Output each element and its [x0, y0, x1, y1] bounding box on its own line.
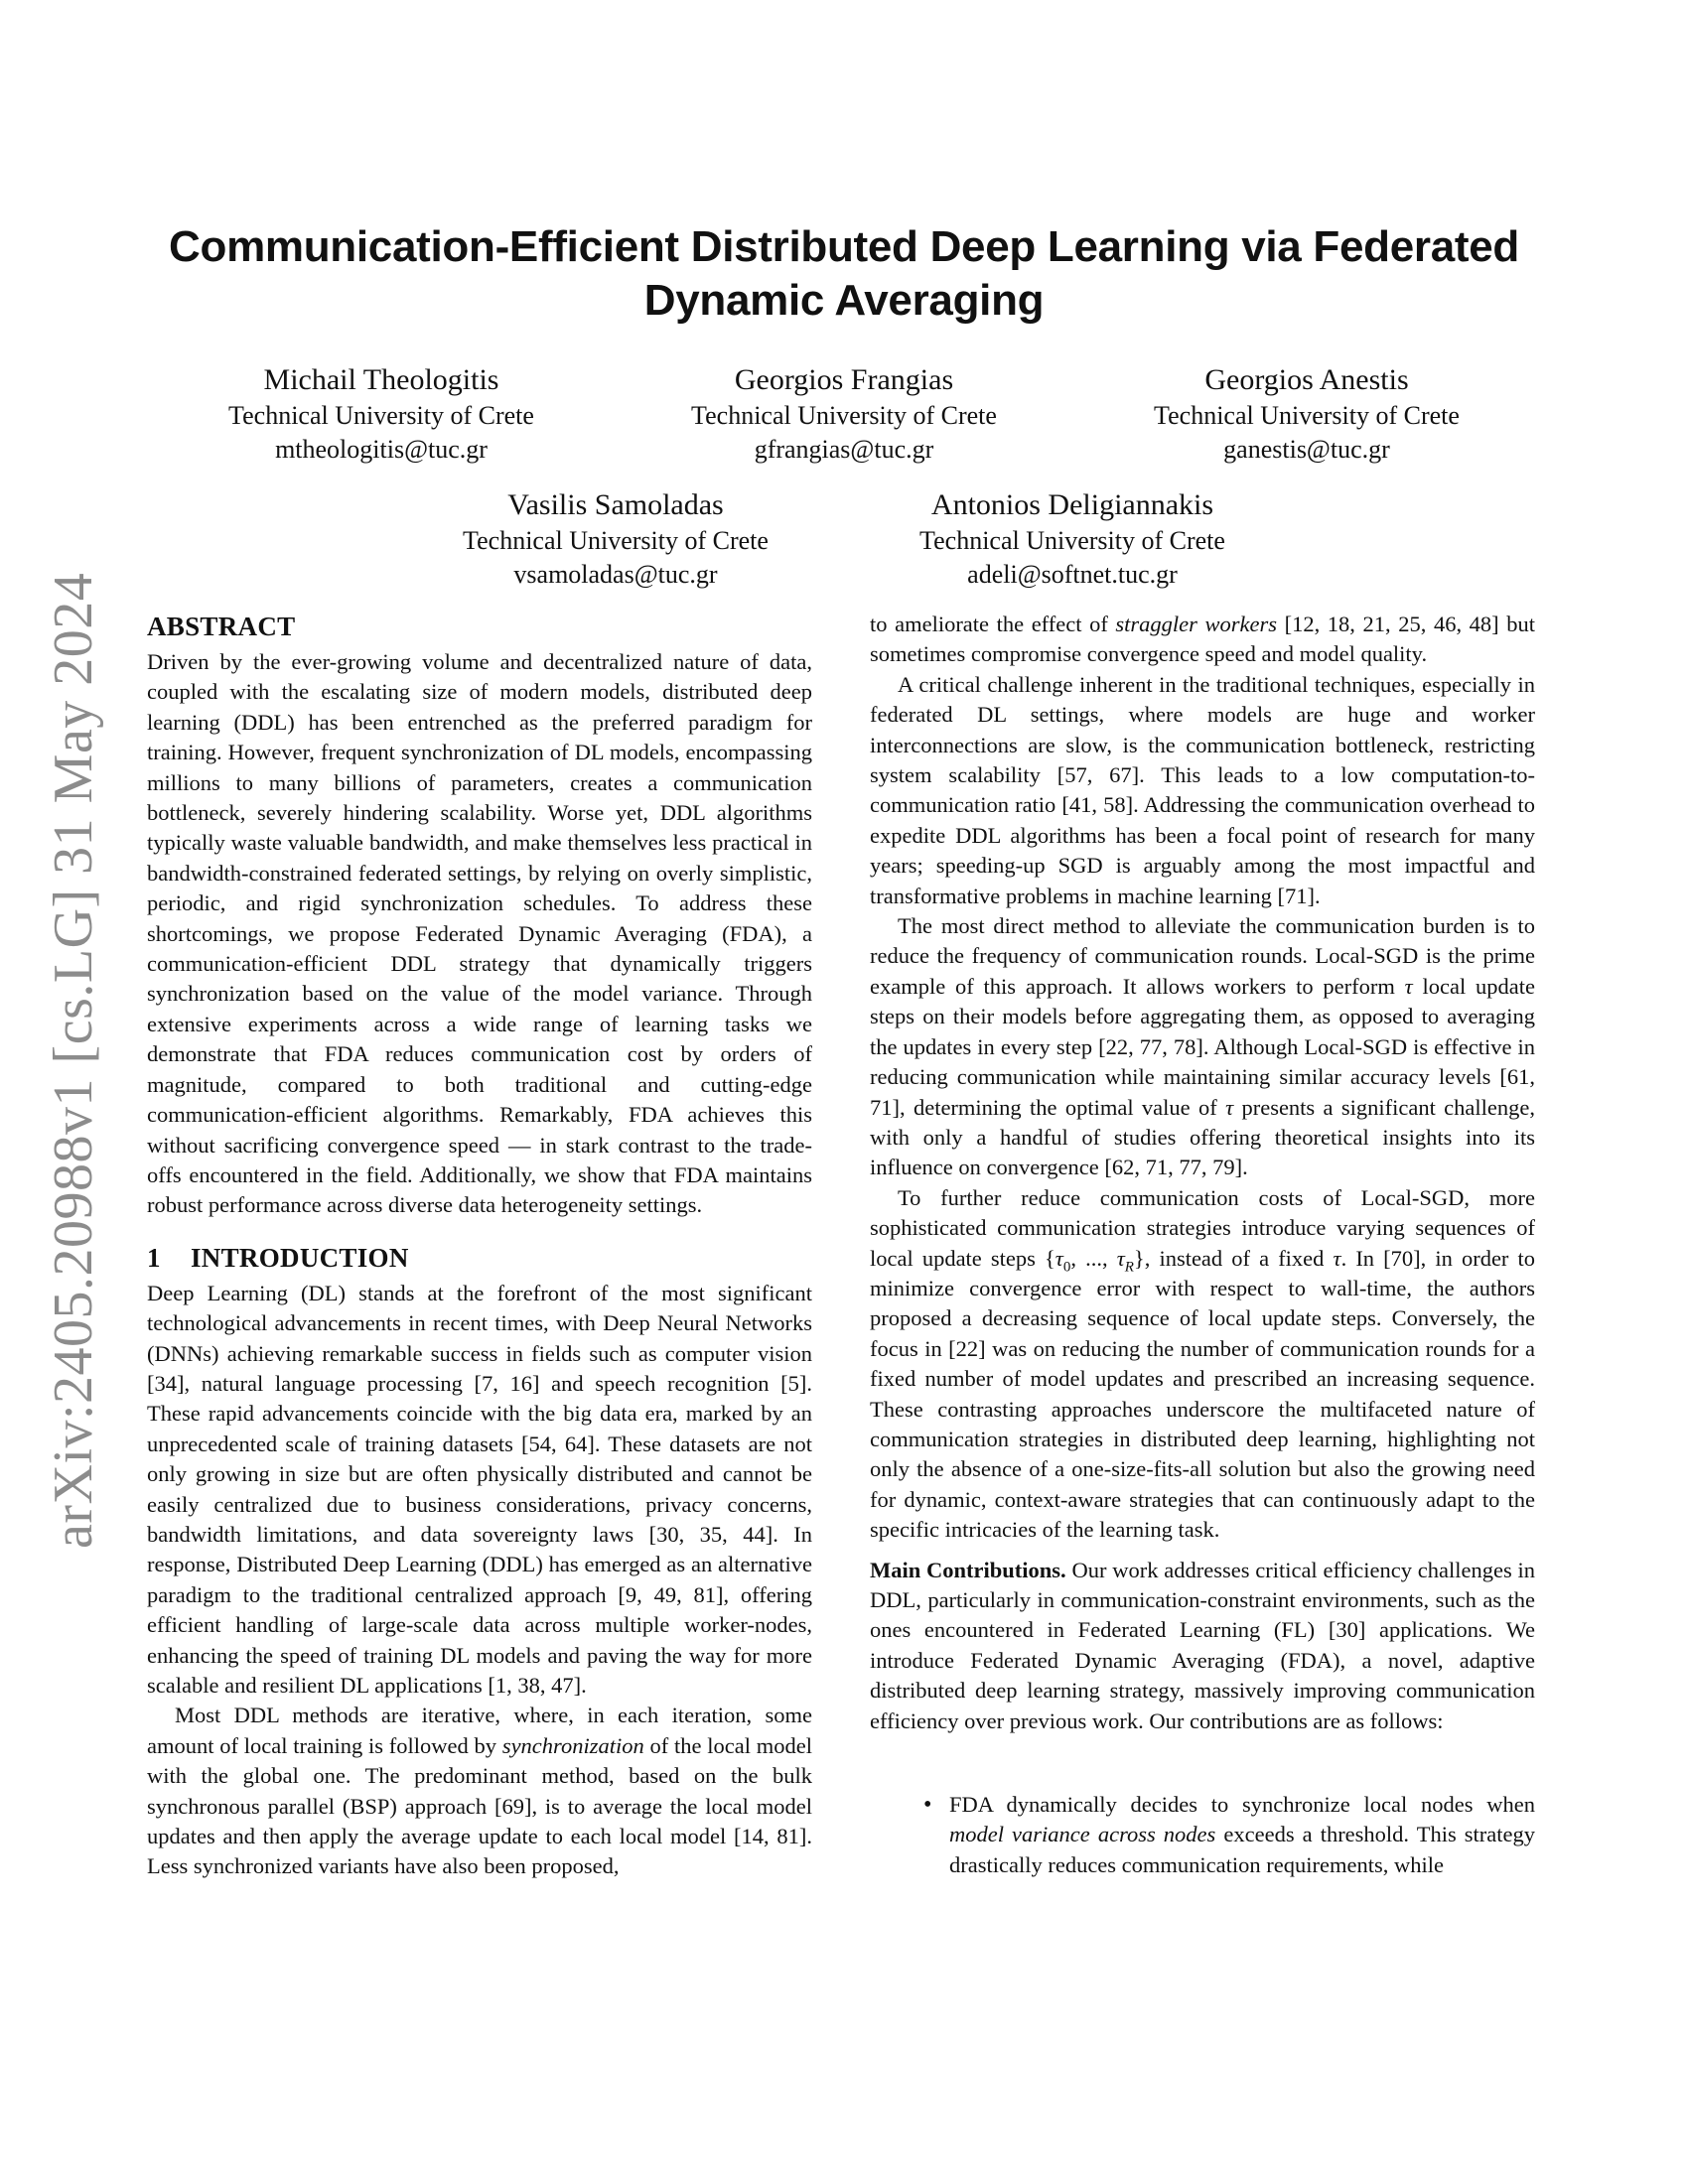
authors-row-2 — [149, 486, 1539, 592]
author-email: mtheologitis@tuc.gr — [275, 435, 488, 464]
math-subscript: 0 — [1062, 1259, 1071, 1276]
emphasis-text: model variance across nodes — [949, 1822, 1216, 1847]
intro-paragraph-5 — [870, 1183, 1535, 1546]
author-name: Georgios Frangias — [734, 363, 954, 396]
paper-title: Communication-Efficient Distributed Deep Learning via Federated Dynamic Averaging — [169, 222, 1519, 325]
text-run: The most direct method to alleviate the communication burden is to reduce the frequency of communication rounds. Local-SGD is the prime example of this approach. It allows workers to perform — [870, 913, 1535, 999]
math-symbol: τ — [1055, 1245, 1063, 1271]
math-symbol: τ — [1333, 1245, 1341, 1271]
contributions-list — [870, 1790, 1535, 1880]
section-gap — [147, 1221, 812, 1241]
author-email: adeli@softnet.tuc.gr — [967, 560, 1178, 589]
intro-paragraph-4 — [870, 911, 1535, 1183]
author-block — [1075, 361, 1538, 467]
math-symbol: τ — [1116, 1245, 1125, 1271]
intro-paragraph-2-continued — [870, 610, 1535, 670]
text-run: exceeds a threshold. This strategy drastically reduces communication requirements, while — [949, 1822, 1535, 1877]
author-affiliation: Technical University of Crete — [919, 526, 1225, 555]
intro-paragraph-3: A critical challenge inherent in the traditional techniques, especially in federated DL settings, where models are huge and worker interconnections are slow, is the communication bottleneck, restricting system scalability [57, 67]. This leads to a low computation-to-communication ratio [41, 58]. Addressing the communication overhead to expedite DDL algorithms has been a focal point of research for many years; speeding-up SGD is arguably among the most impactful and transformative problems in machine learning [71]. — [870, 671, 1535, 908]
text-run: Most DDL methods are iterative, where, in each iteration, some amount of local training is followed by — [147, 1703, 812, 1758]
author-email: ganestis@tuc.gr — [1223, 435, 1390, 464]
run-in-heading: Main Contributions. — [870, 1557, 1066, 1582]
emphasis-text: straggler workers — [1115, 612, 1278, 636]
author-name: Vasilis Samoladas — [507, 488, 724, 521]
author-email: vsamoladas@tuc.gr — [513, 560, 718, 589]
list-item — [949, 1790, 1535, 1880]
author-affiliation: Technical University of Crete — [1154, 401, 1460, 430]
emphasis-text: synchronization — [501, 1732, 644, 1758]
right-column — [870, 610, 1535, 1880]
abstract-heading: ABSTRACT — [147, 612, 296, 641]
section-title: INTRODUCTION — [191, 1242, 409, 1273]
author-affiliation: Technical University of Crete — [691, 401, 997, 430]
left-column — [147, 610, 812, 1882]
arxiv-identifier-stamp: arXiv:2405.20988v1 [cs.LG] 31 May 2024 — [43, 572, 104, 1549]
author-block — [844, 486, 1301, 592]
authors-row-1 — [149, 361, 1539, 467]
text-run: presents a significant challenge, with only a handful of studies offering theoretical insights into its influence on convergence [62, 71, 77, 79]. — [870, 1094, 1535, 1180]
text-run: to ameliorate the effect of — [870, 612, 1116, 636]
text-run: Our work addresses critical efficiency challenges in DDL, particularly in communication-constraint environments, such as the ones encountered in Federated Learning (FL) [30] applications. We introduce Federated Dynamic Averaging (FDA), a novel, adaptive distributed deep learning strategy, massively improving communication efficiency over previous work. Our contributions are as follows: — [870, 1557, 1535, 1733]
text-run: }, instead of a fixed — [1133, 1245, 1334, 1271]
text-run: To further reduce communication costs of Local-SGD, more sophisticated communication strategies introduce varying sequences of local update steps { — [870, 1184, 1535, 1271]
author-affiliation: Technical University of Crete — [463, 526, 769, 555]
author-name: Antonios Deligiannakis — [930, 488, 1214, 521]
text-run: of the local model with the global one. The predominant method, based on the bulk synchronous parallel (BSP) approach [69], is to average the local model updates and then apply the average update to each local model [14, 81]. Less synchronized variants have also been proposed, — [147, 1732, 812, 1879]
text-run: FDA dynamically decides to synchronize local nodes when — [949, 1792, 1535, 1818]
intro-paragraph-2 — [147, 1701, 812, 1881]
text-run: , ..., — [1070, 1245, 1117, 1271]
author-block — [150, 361, 613, 467]
abstract-text: Driven by the ever-growing volume and decentralized nature of data, coupled with the escalating size of modern models, distributed deep learning (DDL) has been entrenched as the preferred paradigm for training. However, frequent synchronization of DL models, encompassing millions to many billions of parameters, creates a communication bottleneck, severely hindering scalability. Worse yet, DDL algorithms typically waste valuable bandwidth, and make themselves less practical in bandwidth-constrained federated settings, by relying on overly simplistic, periodic, and rigid synchronization schedules. To address these shortcomings, we propose Federated Dynamic Averaging (FDA), a communication-efficient DDL strategy that dynamically triggers synchronization based on the value of the model variance. Through extensive experiments across a wide range of learning tasks we demonstrate that FDA reduces communication cost by orders of magnitude, compared to both traditional and cutting-edge communication-efficient algorithms. Remarkably, FDA achieves this without sacrificing convergence speed — in stark contrast to the trade-offs encountered in the field. Additionally, we show that FDA maintains robust performance across diverse data heterogeneity settings. — [147, 649, 812, 1218]
text-run: local update steps on their models before aggregating them, as opposed to averaging the updates in every step [22, 77, 78]. Although Local-SGD is effective in reducing communication while maintaining similar accuracy levels [61, 71], determining the optimal value of — [870, 973, 1535, 1120]
math-symbol: τ — [1404, 973, 1413, 999]
math-subscript: R — [1124, 1259, 1134, 1276]
main-contributions-paragraph — [870, 1556, 1535, 1736]
math-symbol: τ — [1225, 1094, 1234, 1120]
text-run: . In [70], in order to minimize convergence error with respect to wall-time, the authors proposed a decreasing sequence of local update steps. Conversely, the focus in [22] was on reducing the number of communication rounds for a fixed number of model updates and prescribed an increasing sequence. These contrasting approaches underscore the multifaceted nature of communication strategies in distributed deep learning, highlighting not only the absence of a one-size-fits-all solution but also the growing need for dynamic, context-aware strategies that can continuously adapt to the specific intricacies of the learning task. — [870, 1245, 1536, 1543]
author-email: gfrangias@tuc.gr — [754, 435, 934, 464]
author-block — [387, 486, 844, 592]
paragraph-gap — [870, 1546, 1535, 1556]
text-run: [12, 18, 21, 25, 46, 48] but sometimes compromise convergence speed and model quality. — [870, 612, 1535, 667]
section-number: 1 — [147, 1242, 161, 1273]
introduction-heading — [147, 1241, 812, 1275]
intro-paragraph-1: Deep Learning (DL) stands at the forefront of the most significant technological advancements in recent times, with Deep Neural Networks (DNNs) achieving remarkable success in fields such as computer vision [34], natural language processing [7, 16] and speech recognition [5]. These rapid advancements coincide with the big data era, marked by an unprecedented scale of training datasets [54, 64]. These datasets are not only growing in size but are often physically distributed and cannot be easily centralized due to business considerations, privacy concerns, bandwidth limitations, and data sovereignty laws [30, 35, 44]. In response, Distributed Deep Learning (DDL) has emerged as an alternative paradigm to the traditional centralized approach [9, 49, 81], offering efficient handling of large-scale data across multiple worker-nodes, enhancing the speed of training DL models and paving the way for more scalable and resilient DL applications [1, 38, 47]. — [147, 1280, 812, 1698]
author-name: Georgios Anestis — [1204, 363, 1409, 396]
author-name: Michail Theologitis — [263, 363, 499, 396]
author-affiliation: Technical University of Crete — [228, 401, 534, 430]
author-block — [613, 361, 1075, 467]
